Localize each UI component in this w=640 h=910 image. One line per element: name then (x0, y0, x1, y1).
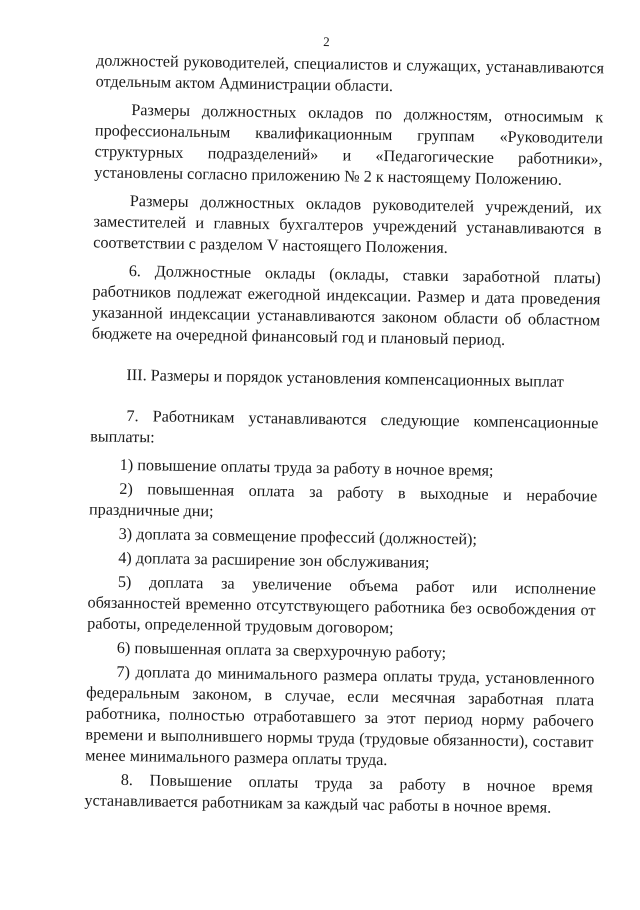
paragraph-6-indexation: 6. Должностные оклады (оклады, ставки заработной платы) работников подлежат ежегодной индексации. Размер и дата проведения указанной индексации устанавливаются законом области об областном бюджете на очередной финансовый год и плановый период. (91, 261, 601, 349)
paragraph-official-salaries-heads: Размеры должностных окладов руководителей учреждений, их заместителей и главных бухгалтеров учреждений устанавливаются в соответствии с разделом V настоящего Положения. (93, 191, 602, 257)
document-body (84, 50, 604, 819)
paragraph-8-night-work: 8. Повышение оплаты труда за работу в ночное время устанавливается работникам за каждый час работы в ночное время. (84, 770, 593, 817)
page-number: 2 (323, 34, 330, 50)
list-item: 2) повышенная оплата за работу в выходные и нерабочие праздничные дни; (88, 479, 598, 521)
paragraph-official-salaries-groups: Размеры должностных окладов по должностям, относимым к профессиональным квалификационным группам «Руководители структурных подразделений» и «Педагогические работники», установлены согласно приложению № 2 к настоящему Положению. (94, 100, 604, 189)
list-item: 7) доплата до минимального размера оплаты труда, установленного федеральным законом, в случае, если месячная заработная плата работника, полностью отработавшего за этот период норму рабочего времени и выполнившего нормы труда (трудовые обязанности), составит менее минимального размера оплаты труда. (85, 662, 595, 770)
list-item: 3) доплата за совмещение профессий (должностей); (118, 524, 478, 549)
list-item: 4) доплата за расширение зон обслуживания; (118, 548, 430, 572)
list-item: 1) повышение оплаты труда за работу в ночное время; (119, 455, 494, 480)
paragraph-7-intro: 7. Работникам устанавливаются следующие компенсационные выплаты: (90, 406, 599, 447)
paragraph-continuation: должностей руководителей, специалистов и служащих, устанавливаются отдельным актом Администрации области. (95, 51, 605, 96)
section-heading: III. Размеры и порядок установления компенсационных выплат (126, 365, 564, 391)
list-item: 5) доплата за увеличение объема работ или исполнение обязанностей временно отсутствующего работника без освобождения от работы, определенной трудовым договором; (87, 572, 596, 638)
list-item: 6) повышенная оплата за сверхурочную работу; (116, 638, 447, 663)
